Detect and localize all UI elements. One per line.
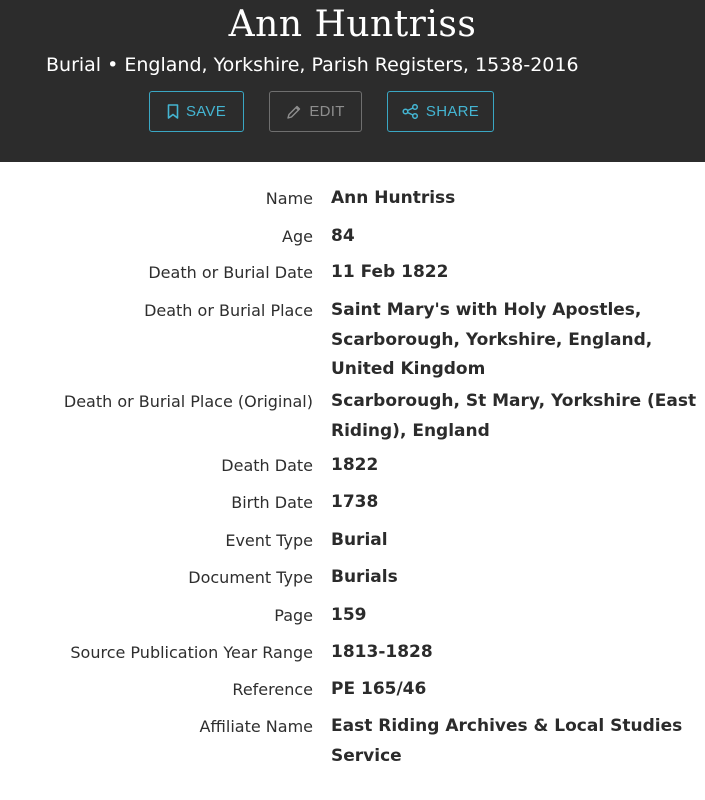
field-value: Scarborough, St Mary, Yorkshire (East Riding), England [331, 391, 697, 441]
field-value: 11 Feb 1822 [331, 262, 449, 282]
field-label: Death Date [221, 456, 313, 475]
field-value: 84 [331, 226, 355, 246]
field-label: Page [274, 606, 313, 625]
field-label: Reference [232, 680, 313, 699]
edit-button[interactable] [269, 91, 362, 132]
field-value: 1738 [331, 492, 379, 512]
save-button-label: SAVE [185, 103, 227, 120]
field-value: Burials [331, 567, 398, 587]
record-subtitle: Burial • England, Yorkshire, Parish Registers, 1538-2016 [46, 54, 579, 76]
field-label: Name [265, 189, 313, 208]
share-button-label: SHARE [425, 103, 480, 120]
field-label: Document Type [188, 568, 313, 587]
bookmark-icon [167, 104, 179, 119]
field-value: 1813-1828 [331, 642, 433, 662]
field-label: Birth Date [231, 493, 313, 512]
field-label: Affiliate Name [199, 717, 313, 736]
field-value: Burial [331, 530, 388, 550]
field-label: Death or Burial Date [148, 263, 313, 282]
field-label: Death or Burial Place [144, 301, 313, 320]
edit-button-label: EDIT [309, 103, 345, 120]
field-label: Event Type [225, 531, 313, 550]
field-value: 159 [331, 605, 367, 625]
field-value: Ann Huntriss [331, 188, 456, 208]
field-value: 1822 [331, 455, 379, 475]
field-label: Source Publication Year Range [70, 643, 313, 662]
save-button[interactable] [149, 91, 244, 132]
field-value: PE 165/46 [331, 679, 427, 699]
record-header [0, 0, 705, 162]
field-label: Death or Burial Place (Original) [63, 392, 313, 411]
share-button[interactable] [387, 91, 494, 132]
field-value: Saint Mary's with Holy Apostles, Scarborough, Yorkshire, England, United Kingdom [331, 300, 653, 379]
share-icon [402, 104, 419, 119]
pencil-icon [286, 104, 302, 120]
page-title: Ann Huntriss [228, 4, 477, 45]
field-label: Age [282, 227, 313, 246]
field-value: East Riding Archives & Local Studies Service [331, 716, 683, 766]
